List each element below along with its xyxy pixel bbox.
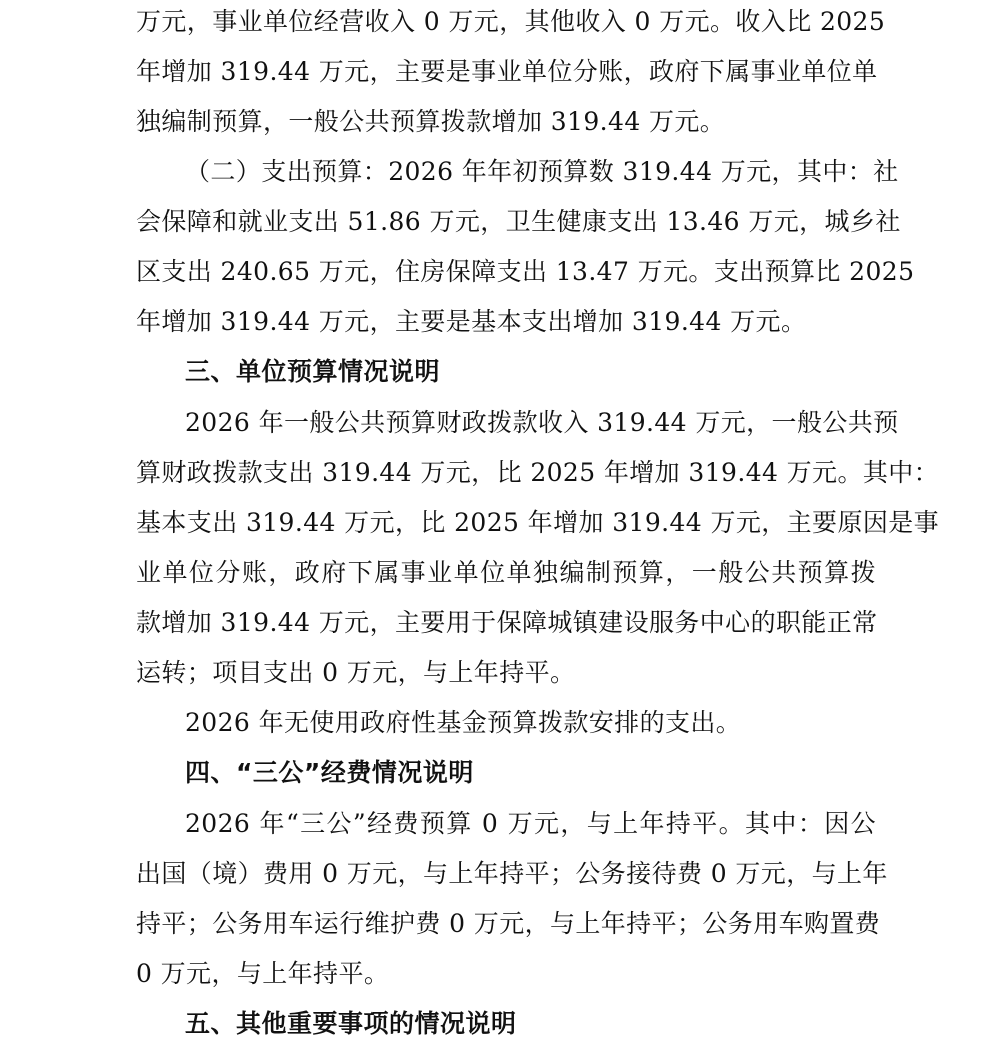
paragraph-line: 年增加 319.44 万元，主要是事业单位分账，政府下属事业单位单 — [136, 57, 878, 86]
paragraph-line: 会保障和就业支出 51.86 万元，卫生健康支出 13.46 万元，城乡社 — [136, 207, 901, 236]
section-heading: 四、“三公”经费情况说明 — [185, 758, 474, 787]
paragraph-line: 独编制预算，一般公共预算拨款增加 319.44 万元。 — [136, 107, 726, 136]
paragraph-line: 业单位分账，政府下属事业单位单独编制预算，一般公共预算拨 — [136, 558, 876, 587]
paragraph-line: （二）支出预算：2026 年年初预算数 319.44 万元，其中：社 — [185, 157, 899, 186]
paragraph-line: 2026 年无使用政府性基金预算拨款安排的支出。 — [185, 708, 742, 737]
paragraph-line: 区支出 240.65 万元，住房保障支出 13.47 万元。支出预算比 2025 — [136, 257, 915, 286]
paragraph-line: 基本支出 319.44 万元，比 2025 年增加 319.44 万元，主要原因是事 — [136, 508, 940, 537]
section-heading: 五、其他重要事项的情况说明 — [185, 1009, 517, 1038]
paragraph-line: 0 万元，与上年持平。 — [136, 959, 390, 988]
paragraph-line: 持平；公务用车运行维护费 0 万元，与上年持平；公务用车购置费 — [136, 909, 881, 938]
paragraph-line: 2026 年一般公共预算财政拨款收入 319.44 万元，一般公共预 — [185, 408, 899, 437]
paragraph-line: 出国（境）费用 0 万元，与上年持平；公务接待费 0 万元，与上年 — [136, 859, 888, 888]
paragraph-line: 2026 年“三公”经费预算 0 万元，与上年持平。其中：因公 — [185, 809, 876, 838]
paragraph-line: 款增加 319.44 万元，主要用于保障城镇建设服务中心的职能正常 — [136, 608, 878, 637]
paragraph-line: 运转；项目支出 0 万元，与上年持平。 — [136, 658, 576, 687]
paragraph-line: 年增加 319.44 万元，主要是基本支出增加 319.44 万元。 — [136, 307, 807, 336]
section-heading: 三、单位预算情况说明 — [185, 357, 441, 386]
paragraph-line: 万元，事业单位经营收入 0 万元，其他收入 0 万元。收入比 2025 — [136, 7, 886, 36]
paragraph-line: 算财政拨款支出 319.44 万元，比 2025 年增加 319.44 万元。其中： — [136, 458, 940, 487]
